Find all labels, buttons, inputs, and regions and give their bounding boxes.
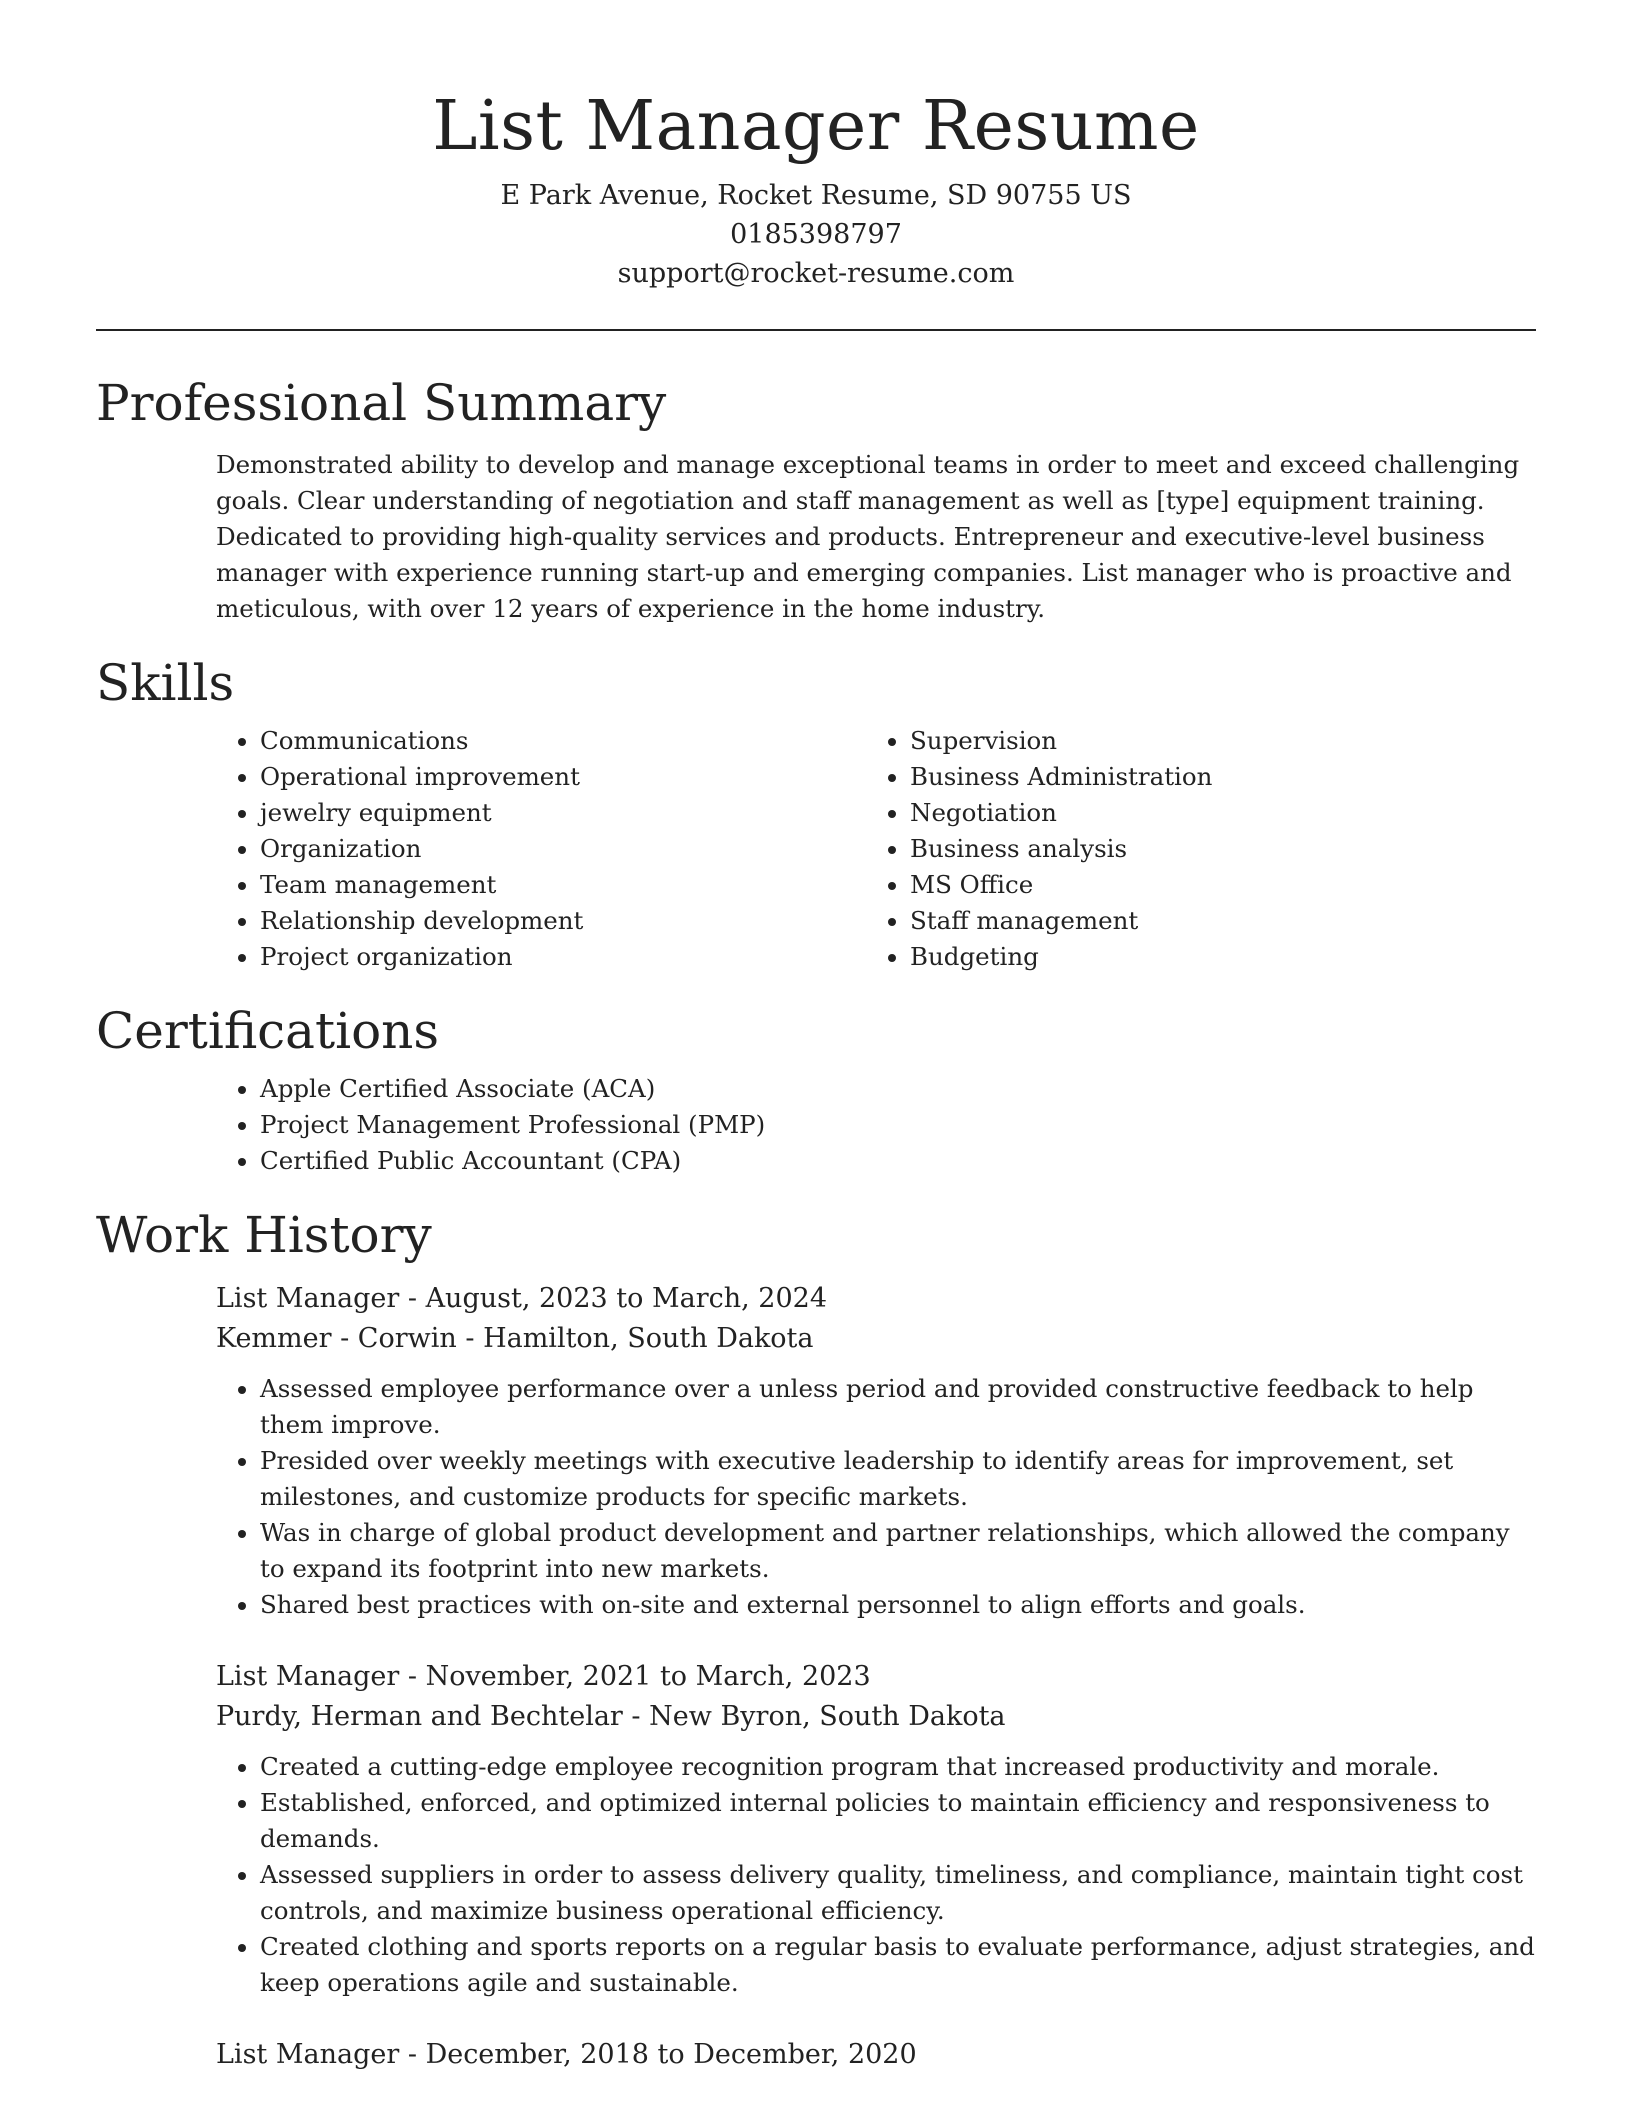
job-entry — [216, 1657, 1536, 2001]
certifications-heading: Certifications — [96, 1002, 440, 1060]
skills-section — [96, 653, 1536, 975]
skill-item: • Relationship development — [260, 903, 866, 939]
job-title-line: List Manager - November, 2021 to March, 2023 — [216, 1661, 871, 1692]
skill-item: • Supervision — [910, 723, 1516, 759]
skills-column-right — [866, 723, 1516, 975]
work-history-heading: Work History — [96, 1206, 432, 1264]
summary-text: Demonstrated ability to develop and manage exceptional teams in order to meet and exceed challenging goals. Clear understanding of negotiation and staff management as well as [type] equipment training. Dedicated to providing high-quality services and products. Entrepreneur and executive-level business manager with experience running start-up and emerging companies. List manager who is proactive and meticulous, with over 12 years of experience in the home industry. — [216, 450, 1520, 623]
job-bullet: • Assessed suppliers in order to assess delivery quality, timeliness, and compliance, maintain tight cost controls, and maximize business operational efficiency. — [260, 1857, 1536, 1929]
job-dates: August, 2023 to March, 2024 — [425, 1283, 828, 1314]
skill-item: • Business analysis — [910, 831, 1516, 867]
skills-columns — [216, 723, 1536, 975]
skill-item: • Business Administration — [910, 759, 1516, 795]
contact-email: support@rocket-resume.com — [617, 258, 1015, 289]
job-dates: December, 2018 to December, 2020 — [425, 2039, 917, 2070]
job-bullets — [216, 1371, 1536, 1623]
certification-item: • Certified Public Accountant (CPA) — [260, 1143, 1536, 1179]
job-dates: November, 2021 to March, 2023 — [425, 1661, 871, 1692]
job-location: New Byron, South Dakota — [649, 1701, 1006, 1732]
job-bullet: • Was in charge of global product development and partner relationships, which allowed the company to expand its footprint into new markets. — [260, 1515, 1536, 1587]
job-entry — [216, 1279, 1536, 1623]
contact-phone: 0185398797 — [730, 219, 902, 250]
job-title: List Manager — [216, 1661, 400, 1692]
skill-item: • Team management — [260, 867, 866, 903]
resume-page — [96, 0, 1536, 2075]
job-bullet: • Shared best practices with on-site and external personnel to align efforts and goals. — [260, 1587, 1536, 1623]
job-company: Purdy, Herman and Bechtelar — [216, 1701, 623, 1732]
contact-block — [96, 176, 1536, 293]
job-bullet: • Presided over weekly meetings with executive leadership to identify areas for improvement, set milestones, and customize products for specific markets. — [260, 1443, 1536, 1515]
job-title: List Manager — [216, 1283, 400, 1314]
certifications-section — [96, 1001, 1536, 1179]
work-history-section — [96, 1205, 1536, 2075]
job-bullet: • Created clothing and sports reports on a regular basis to evaluate performance, adjust strategies, and keep operations agile and sustainable. — [260, 1929, 1536, 2001]
job-title: List Manager — [216, 2039, 400, 2070]
job-bullets — [216, 1749, 1536, 2001]
skills-heading: Skills — [96, 654, 235, 712]
header-divider — [96, 329, 1536, 331]
certification-item: • Project Management Professional (PMP) — [260, 1107, 1536, 1143]
resume-title: List Manager Resume — [432, 87, 1200, 166]
certification-item: • Apple Certified Associate (ACA) — [260, 1071, 1536, 1107]
job-bullet: • Assessed employee performance over a unless period and provided constructive feedback to help them improve. — [260, 1371, 1536, 1443]
skill-item: • MS Office — [910, 867, 1516, 903]
skill-item: • jewelry equipment — [260, 795, 866, 831]
skills-column-left — [216, 723, 866, 975]
skill-item: • Staff management — [910, 903, 1516, 939]
skill-item: • Communications — [260, 723, 866, 759]
job-entry — [216, 2035, 1536, 2075]
job-company-line: Kemmer - Corwin - Hamilton, South Dakota — [216, 1323, 814, 1354]
contact-address: E Park Avenue, Rocket Resume, SD 90755 US — [500, 180, 1132, 211]
job-bullet: • Created a cutting-edge employee recognition program that increased productivity and morale. — [260, 1749, 1536, 1785]
resume-header — [96, 0, 1536, 293]
summary-heading: Professional Summary — [96, 374, 667, 432]
job-title-line: List Manager - August, 2023 to March, 2024 — [216, 1283, 828, 1314]
skill-item: • Negotiation — [910, 795, 1516, 831]
job-bullet: • Established, enforced, and optimized internal policies to maintain efficiency and responsiveness to demands. — [260, 1785, 1536, 1857]
job-title-line: List Manager - December, 2018 to December, 2020 — [216, 2039, 917, 2070]
summary-section — [96, 373, 1536, 627]
skill-item: • Operational improvement — [260, 759, 866, 795]
skill-item: • Budgeting — [910, 939, 1516, 975]
job-location: Hamilton, South Dakota — [483, 1323, 814, 1354]
skill-item: • Organization — [260, 831, 866, 867]
job-company-line: Purdy, Herman and Bechtelar - New Byron, South Dakota — [216, 1701, 1006, 1732]
skill-item: • Project organization — [260, 939, 866, 975]
job-company: Kemmer - Corwin — [216, 1323, 457, 1354]
certifications-list — [216, 1071, 1536, 1179]
